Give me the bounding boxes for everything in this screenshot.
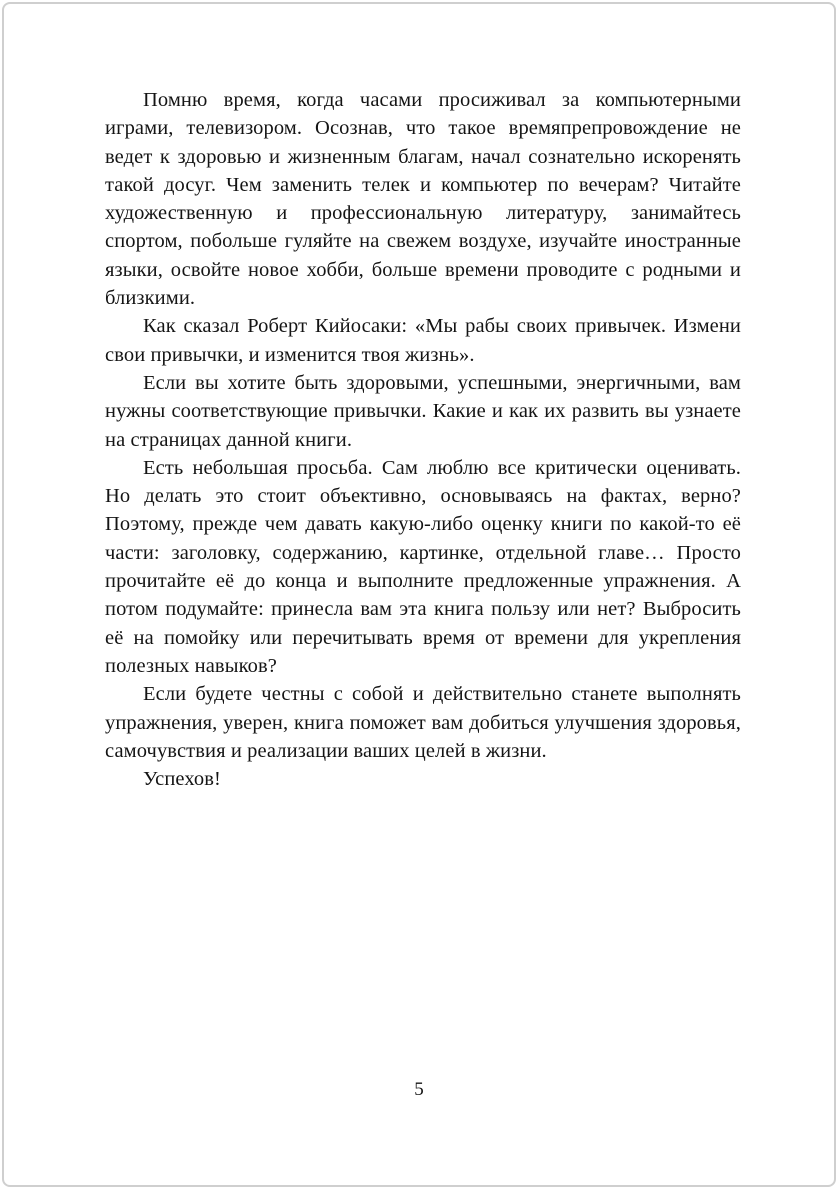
book-page — [2, 2, 836, 1187]
paragraph: Помню время, когда часами просиживал за компьютерными играми, телевизором. Осознав, что такое времяпрепровождение не ведет к здоровью и жизненным благам, начал сознательно искоренять такой досуг. Чем заменить телек и компьютер по вечерам? Читайте художественную и профессиональную литературу, занимайтесь спортом, побольше гуляйте на свежем воздухе, изучайте иностранные языки, освойте новое хобби, больше времени проводите с родными и близкими. — [105, 89, 741, 310]
paragraph: Если вы хотите быть здоровыми, успешными, энергичными, вам нужны соответствующие привычки. Какие и как их развить вы узнаете на страницах данной книги. — [105, 371, 741, 451]
paragraph: Как сказал Роберт Кийосаки: «Мы рабы своих привычек. Измени свои привычки, и изменится твоя жизнь». — [105, 315, 741, 366]
page-number: 5 — [414, 1079, 424, 1100]
paragraph: Есть небольшая просьба. Сам люблю все критически оценивать. Но делать это стоит объективно, основываясь на фактах, верно? Поэтому, прежде чем давать какую-либо оценку книги по какой-то её части: заголовку, содержанию, картинке, отдельной главе… Просто прочитайте её до конца и выполните предложенные упражнения. А потом подумайте: принесла вам эта книга пользу или нет? Выбросить её на помойку или перечитывать время от времени для укрепления полезных навыков? — [105, 456, 741, 677]
paragraph: Успехов! — [143, 768, 221, 791]
page-body-text — [105, 86, 741, 793]
paragraph: Если будете честны с собой и действительно станете выполнять упражнения, уверен, книга поможет вам добиться улучшения здоровья, самочувствия и реализации ваших целей в жизни. — [105, 683, 741, 762]
